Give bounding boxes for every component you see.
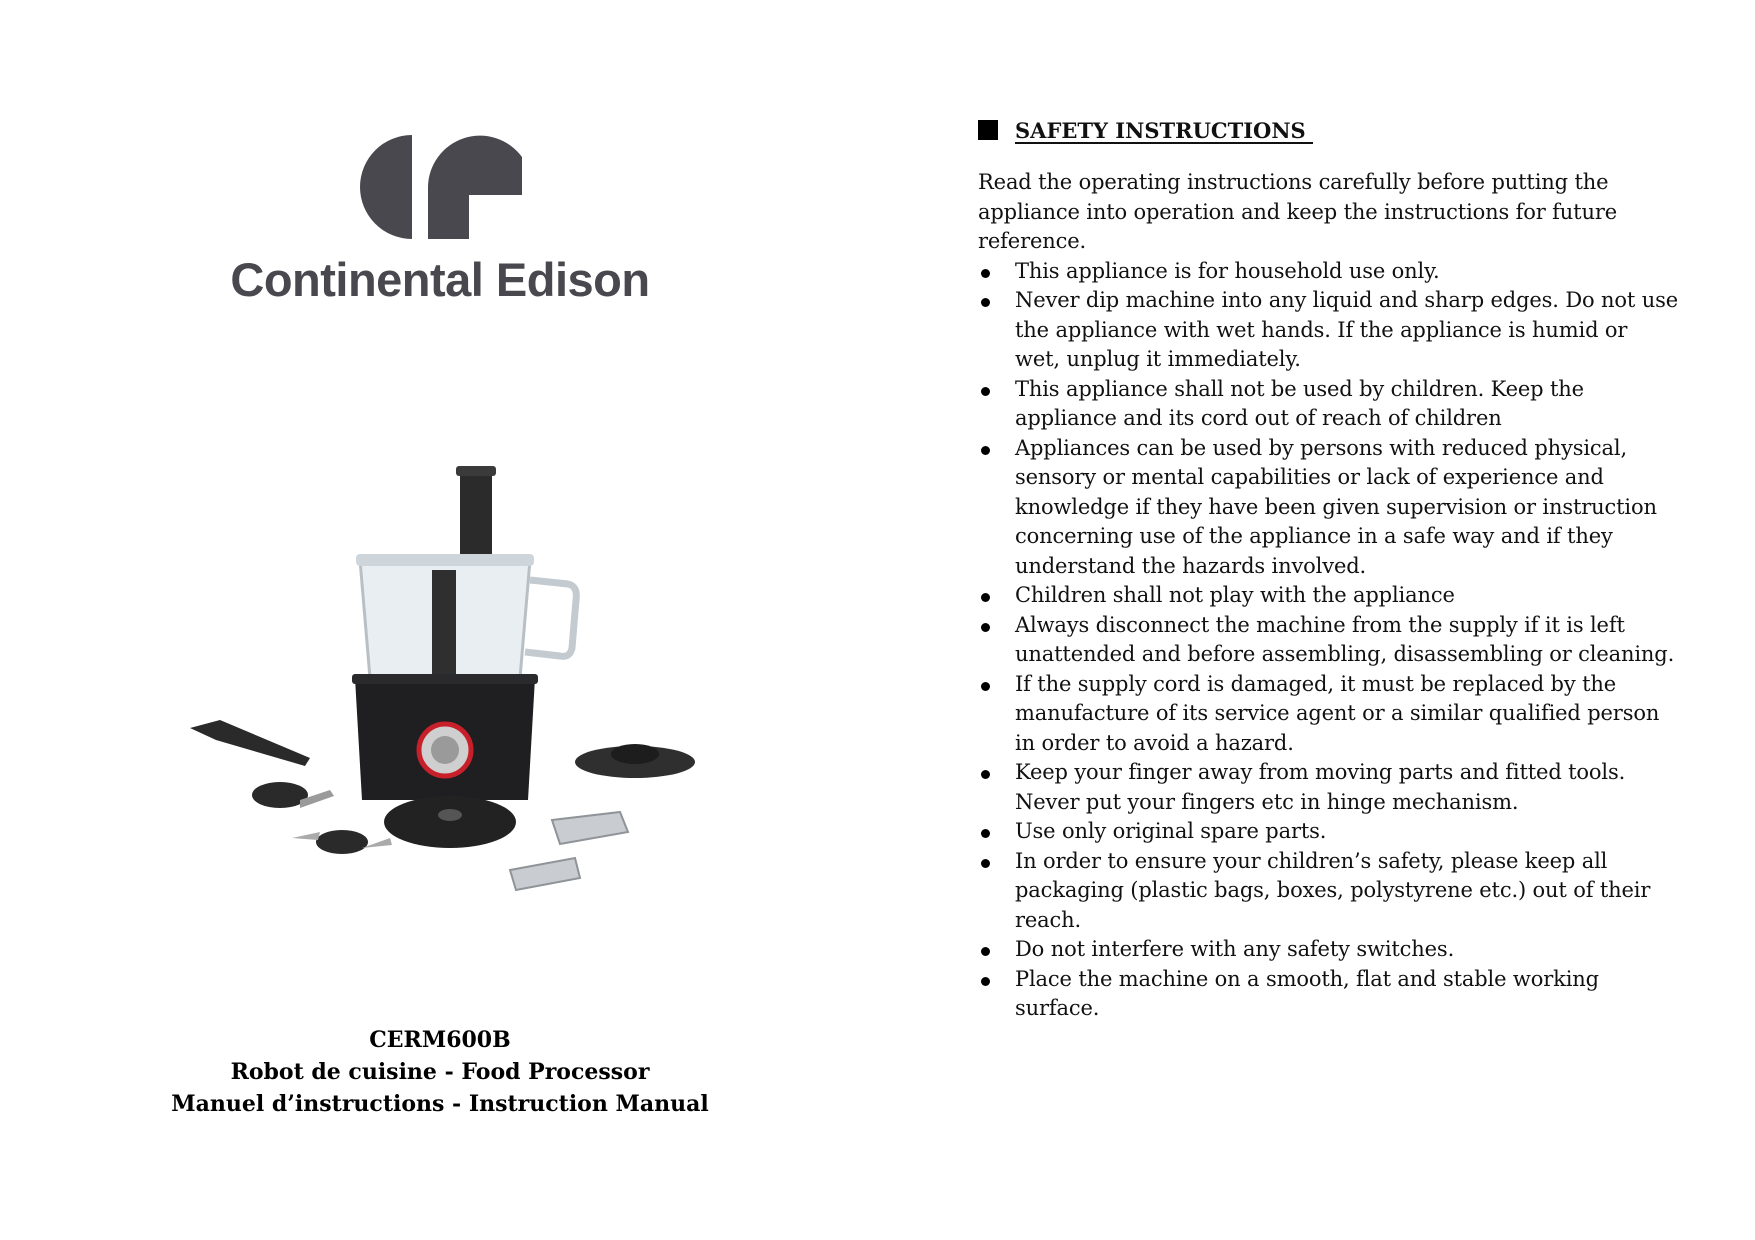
list-item-text: Place the machine on a smooth, flat and stable working surface.: [1015, 966, 1599, 1020]
list-item: [978, 434, 1678, 582]
intro-paragraph: Read the operating instructions carefully before putting the appliance into operation and keep the instructions for future reference.: [978, 170, 1618, 253]
list-item-text: Children shall not play with the appliance: [1015, 583, 1455, 607]
safety-section: [978, 114, 1678, 1024]
manual-line: Manuel d’instructions - Instruction Manual: [171, 1091, 709, 1117]
food-processor-illustration: [180, 460, 700, 930]
product-line: Robot de cuisine - Food Processor: [230, 1059, 650, 1085]
square-bullet-icon: [978, 120, 998, 140]
cover-caption: [140, 1024, 740, 1120]
list-item: [978, 375, 1678, 434]
bullet-dot-icon: [981, 446, 990, 455]
list-item-text: Appliances can be used by persons with reduced physical, sensory or mental capabilities or lack of experience and knowledge if they have been given supervision or instruction concerning use of the appliance in a safe way and if they understand the hazards involved.: [1015, 435, 1657, 578]
bullet-dot-icon: [981, 387, 990, 396]
list-item-text: Use only original spare parts.: [1015, 819, 1327, 843]
bullet-dot-icon: [981, 977, 990, 986]
bullet-dot-icon: [981, 829, 990, 838]
bullet-dot-icon: [981, 770, 990, 779]
bullet-dot-icon: [981, 623, 990, 632]
list-item: [978, 935, 1678, 965]
bullet-dot-icon: [981, 947, 990, 956]
list-item: [978, 611, 1678, 670]
list-item-text: This appliance shall not be used by children. Keep the appliance and its cord out of reach of children: [1015, 376, 1584, 430]
bullet-dot-icon: [981, 298, 990, 307]
bullet-dot-icon: [981, 859, 990, 868]
section-heading: [978, 114, 1678, 146]
brand-name: Continental Edison: [230, 253, 650, 306]
bullet-dot-icon: [981, 269, 990, 278]
bullet-dot-icon: [981, 682, 990, 691]
bullet-dot-icon: [981, 593, 990, 602]
list-item-text: If the supply cord is damaged, it must be replaced by the manufacture of its service agent or a similar qualified person in order to avoid a hazard.: [1015, 671, 1660, 755]
safety-list: [978, 257, 1678, 1024]
list-item: [978, 286, 1678, 375]
list-item: [978, 847, 1678, 936]
list-item-text: In order to ensure your children’s safety, please keep all packaging (plastic bags, boxes, polystyrene etc.) out of their reach.: [1015, 848, 1651, 932]
list-item: [978, 257, 1678, 287]
list-item: [978, 817, 1678, 847]
list-item: [978, 758, 1678, 817]
heading-text: SAFETY INSTRUCTIONS: [1015, 117, 1314, 143]
list-item-text: Keep your finger away from moving parts and fitted tools. Never put your fingers etc in hinge mechanism.: [1015, 760, 1626, 814]
ce-logo-icon: [358, 135, 523, 240]
list-item-text: Do not interfere with any safety switches.: [1015, 937, 1455, 961]
model-number: CERM600B: [369, 1027, 511, 1053]
list-item-text: This appliance is for household use only.: [1015, 258, 1440, 283]
list-item-text: Never dip machine into any liquid and sharp edges. Do not use the appliance with wet hands. If the appliance is humid or wet, unplug it immediately.: [1015, 288, 1678, 371]
list-item: [978, 965, 1678, 1024]
list-item: [978, 581, 1678, 611]
list-item-text: Always disconnect the machine from the supply if it is left unattended and before assembling, disassembling or cleaning.: [1015, 612, 1675, 666]
list-item: [978, 670, 1678, 759]
